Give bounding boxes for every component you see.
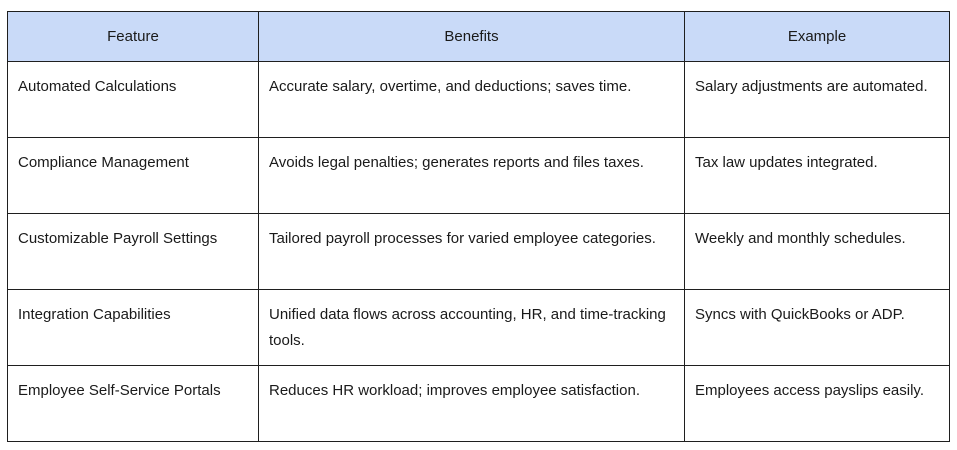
example-cell: Syncs with QuickBooks or ADP. (685, 290, 950, 366)
header-row (8, 12, 950, 62)
column-header-benefits: Benefits (259, 12, 685, 62)
table-row (8, 214, 950, 290)
feature-cell: Compliance Management (8, 138, 259, 214)
table-row (8, 290, 950, 366)
feature-cell: Employee Self-Service Portals (8, 366, 259, 442)
benefits-cell: Tailored payroll processes for varied employee categories. (259, 214, 685, 290)
benefits-cell: Accurate salary, overtime, and deductions; saves time. (259, 62, 685, 138)
benefits-cell: Avoids legal penalties; generates reports and files taxes. (259, 138, 685, 214)
example-cell: Salary adjustments are automated. (685, 62, 950, 138)
table-row (8, 366, 950, 442)
features-table (7, 11, 950, 442)
column-header-example: Example (685, 12, 950, 62)
column-header-feature: Feature (8, 12, 259, 62)
feature-cell: Customizable Payroll Settings (8, 214, 259, 290)
table-header (8, 12, 950, 62)
feature-cell: Integration Capabilities (8, 290, 259, 366)
feature-cell: Automated Calculations (8, 62, 259, 138)
example-cell: Tax law updates integrated. (685, 138, 950, 214)
table-row (8, 138, 950, 214)
benefits-cell: Reduces HR workload; improves employee satisfaction. (259, 366, 685, 442)
example-cell: Weekly and monthly schedules. (685, 214, 950, 290)
table-row (8, 62, 950, 138)
table-body (8, 62, 950, 442)
example-cell: Employees access payslips easily. (685, 366, 950, 442)
benefits-cell: Unified data flows across accounting, HR, and time-tracking tools. (259, 290, 685, 366)
